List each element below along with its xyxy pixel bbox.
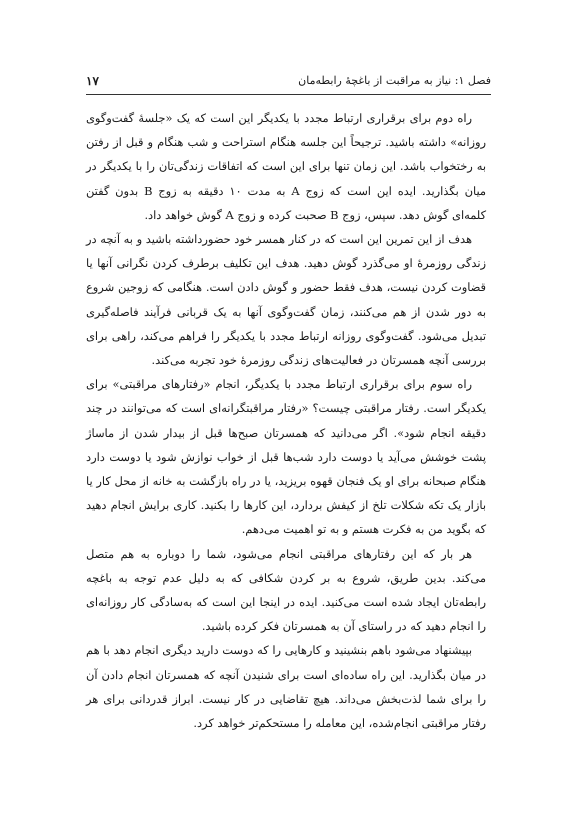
paragraph: هر بار که این رفتارهای مراقبتی انجام می‌شود، شما را دوباره به هم متصل می‌کند. بدین طریق، شروع به بر کردن شکافی که به دلیل عدم توجه به باغچه رابطه‌تان ایجاد شده است می‌کنید. ایده در اینجا این است که به‌سادگی کار روزانه‌ای را انجام دهید که در راستای آن به همسرتان فکر کرده باشید.	[86, 546, 486, 634]
paragraph: راه سوم برای برقراری ارتباط مجدد با یکدیگر، انجام «رفتارهای مراقبتی» برای یکدیگر است. رفتار مراقبتی چیست؟ «رفتار مراقبتگرانه‌ای است که می‌توانند در چند دقیقه انجام شود». اگر می‌دانید که همسرتان صبح‌ها قبل از بیدار شدن از ماساژ پشت خوشش می‌آید یا دوست دارد شب‌ها قبل از خواب نوازش شود یا دوست دارد هنگام صبحانه برای او یک فنجان قهوه بریزید، یا در راه بازگشت به خانه از محل کار یا بازار یک تکه شکلات تلخ از کیفش بردارد، این کارها را بکنید. کاری برایش انجام دهید که بگوید من به فکرت هستم و به تو اهمیت می‌دهم.	[86, 377, 486, 537]
running-header	[86, 72, 491, 94]
chapter-title: فصل ۱: نیاز به مراقبت از باغچهٔ رابطه‌مان	[298, 74, 491, 87]
paragraph: راه دوم برای برقراری ارتباط مجدد با یکدیگر این است که یک «جلسهٔ گفت‌وگوی روزانه» داشته باشید. ترجیحاً این جلسه هنگام استراحت و شب هنگام و قبل از رفتن به رختخواب باشد. این زمان تنها برای این است که اتفاقات زندگی‌تان را با یکدیگر در میان بگذارید. ایده این است که زوج A به مدت ۱۰ دقیقه به زوج B بدون گفتن کلمه‌ای گوش دهد. سپس، زوج B صحبت کرده و زوج A گوش خواهد داد.	[86, 111, 486, 222]
paragraph: بپیشنهاد می‌شود باهم بنشینید و کارهایی را که دوست دارید دیگری انجام دهد با هم در میان بگذارید. این راه ساده‌ای است برای شنیدن آنچه که همسرتان انجام دادن آن را برای شما لذت‌بخش می‌داند. هیچ تقاضایی در کار نیست. ابراز قدردانی برای هر رفتار مراقبتی انجام‌شده، این معامله را مستحکم‌تر خواهد کرد.	[86, 643, 486, 731]
page-number: ۱۷	[86, 74, 99, 88]
paragraph: هدف از این تمرین این است که در کنار همسر خود حضورداشته باشید و به آنچه در زندگی روزمرهٔ او می‌گذرد گوش دهید. هدف این تکلیف برطرف کردن نگرانی آنها یا قضاوت کردن نیست، هدف فقط حضور و گوش دادن است. هنگامی که زوجین شروع به دور شدن از هم می‌کنند، زمان گفت‌وگوی آنها به یک قربانی فرآیند فاصله‌گیری تبدیل می‌شود. گفت‌وگوی روزانه ارتباط مجدد با یکدیگر را فراهم می‌کند، راهی برای بررسی آنچه همسرتان در فعالیت‌های زندگی روزمرهٔ خود تجربه می‌کند.	[86, 232, 486, 368]
header-rule	[86, 94, 491, 95]
body-text	[86, 106, 486, 735]
